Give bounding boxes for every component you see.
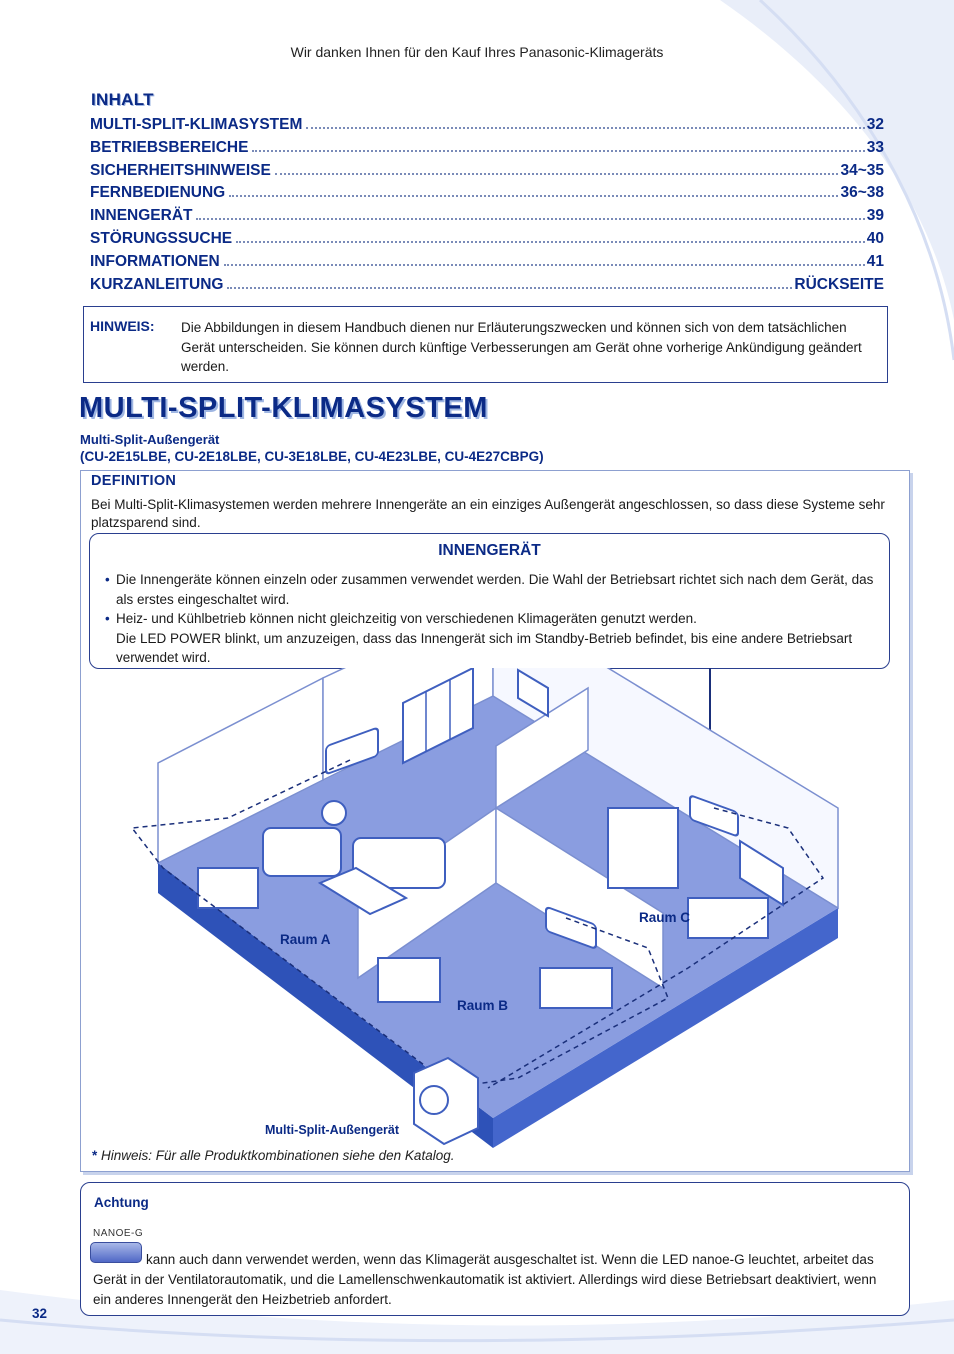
page-number: 32 [32, 1306, 48, 1321]
innengeraet-title: INNENGERÄT [438, 542, 541, 559]
toc-leader [306, 127, 864, 129]
sofa [263, 828, 341, 876]
room-c-label: Raum C [639, 910, 691, 925]
wardrobe [608, 808, 678, 888]
toc-item-title: MULTI-SPLIT-KLIMASYSTEM [90, 116, 303, 133]
toc-leader [236, 241, 865, 243]
bullet-item [104, 609, 886, 668]
toc-leader [224, 264, 865, 266]
toc-item-page: 32 [866, 116, 884, 133]
note-marker: * [92, 1148, 98, 1163]
bed [688, 898, 768, 938]
toc-item-fernbedienung[interactable] [90, 184, 884, 207]
toc-item-title: STÖRUNGSSUCHE [90, 229, 233, 247]
toc-item-title: FERNBEDIENUNG [90, 184, 226, 202]
bullet-item: • Die Innengeräte können einzeln oder zusammen verwendet werden. Die Wahl der Betriebsart richtet sich nach dem Gerät, das als erstes eingeschaltet wird. [104, 570, 886, 609]
toc-item-multi-split[interactable] [90, 116, 884, 139]
innengeraet-bullets [104, 570, 886, 668]
thanks-line: Wir danken Ihnen für den Kauf Ihres Panasonic-Klimageräts [290, 44, 664, 60]
hinweis-text: Die Abbildungen in diesem Handbuch dienen nur Erläuterungszwecken und können sich von dem tatsächlichen Gerät unterscheiden. Sie können durch künftige Verbesserungen am Gerät ohne vorherige Ankündigung geändert werden. [181, 320, 862, 374]
toc-item-title: INNENGERÄT [90, 207, 193, 225]
toc-item-title: SICHERHEITSHINWEISE [90, 161, 271, 179]
outdoor-unit-label: Multi-Split-Außengerät [265, 1123, 400, 1137]
bullet-text: Heiz- und Kühlbetrieb können nicht gleichzeitig von verschiedenen Klimageräten genutzt werden. [116, 611, 697, 626]
outdoor-unit [414, 1058, 478, 1144]
toc-item-innengeraet[interactable] [90, 207, 884, 230]
toc-item-sicherheitshinweise[interactable] [90, 162, 884, 185]
toc-leader [275, 173, 839, 175]
toc-item-page: 33 [866, 138, 884, 156]
toc-item-page: 39 [866, 207, 884, 225]
achtung-text: kann auch dann verwendet werden, wenn das Klimagerät ausgeschaltet ist. Wenn die LED nanoe-G leuchtet, arbeitet das Gerät in der Ventilatorautomatik, und die Lamellenschwenkautomatik ist aktiviert. Allerdings wird diese Betriebsart deaktiviert, wenn ein anderes Innengerät den Heizbetrieb anfordert. [93, 1252, 877, 1307]
definition-label: DEFINITION [91, 473, 177, 489]
toc-item-title: INFORMATIONEN [90, 252, 220, 270]
toc-leader [229, 195, 838, 197]
section-subtitle-models: (CU-2E15LBE, CU-2E18LBE, CU-3E18LBE, CU-4E23LBE, CU-4E27CBPG) [80, 449, 544, 464]
catalog-note [92, 1148, 454, 1163]
bullet-text: Die LED POWER blinkt, um anzuzeigen, dass das Innengerät sich im Standby-Betrieb befindet, bis eine andere Betriebsart verwendet wird. [116, 630, 853, 665]
section-title: MULTI-SPLIT-KLIMASYSTEM [79, 392, 488, 424]
toc-leader [252, 150, 864, 152]
toc-item-stoerungssuche[interactable] [90, 230, 884, 253]
toc-item-betriebsbereiche[interactable] [90, 139, 884, 162]
toc-item-informationen[interactable] [90, 253, 884, 276]
toc-item-title: KURZANLEITUNG [90, 275, 224, 293]
nanoe-led-label: NANOE-G [93, 1228, 144, 1239]
toc-item-page: 41 [866, 252, 884, 270]
section-subtitle-outdoor: Multi-Split-Außengerät [80, 432, 220, 447]
toc-item-page: 36~38 [840, 184, 884, 202]
note-text: Hinweis: Für alle Produktkombinationen siehe den Katalog. [97, 1148, 455, 1163]
toc-item-page: 40 [866, 229, 884, 247]
toc-item-page: RÜCKSEITE [794, 275, 884, 293]
table-of-contents [90, 116, 884, 298]
definition-text: Bei Multi-Split-Klimasystemen werden mehrere Innengeräte an ein einziges Außengerät angeschlossen, so dass diese Systeme sehr platzsparend sind. [91, 497, 885, 530]
hinweis-label: HINWEIS: [90, 318, 155, 334]
plant [322, 801, 346, 825]
toc-leader [196, 218, 864, 220]
toc-title: INHALT [91, 90, 154, 109]
room-a-label: Raum A [280, 932, 331, 947]
toc-item-page: 34~35 [840, 161, 884, 179]
toc-item-title: BETRIEBSBEREICHE [90, 138, 249, 156]
cabinet [378, 958, 440, 1002]
achtung-label: Achtung [94, 1195, 149, 1210]
toc-leader [227, 287, 792, 289]
room-b-label: Raum B [457, 998, 509, 1013]
house-illustration [88, 668, 908, 1148]
desk [540, 968, 612, 1008]
toc-item-kurzanleitung[interactable] [90, 276, 884, 299]
